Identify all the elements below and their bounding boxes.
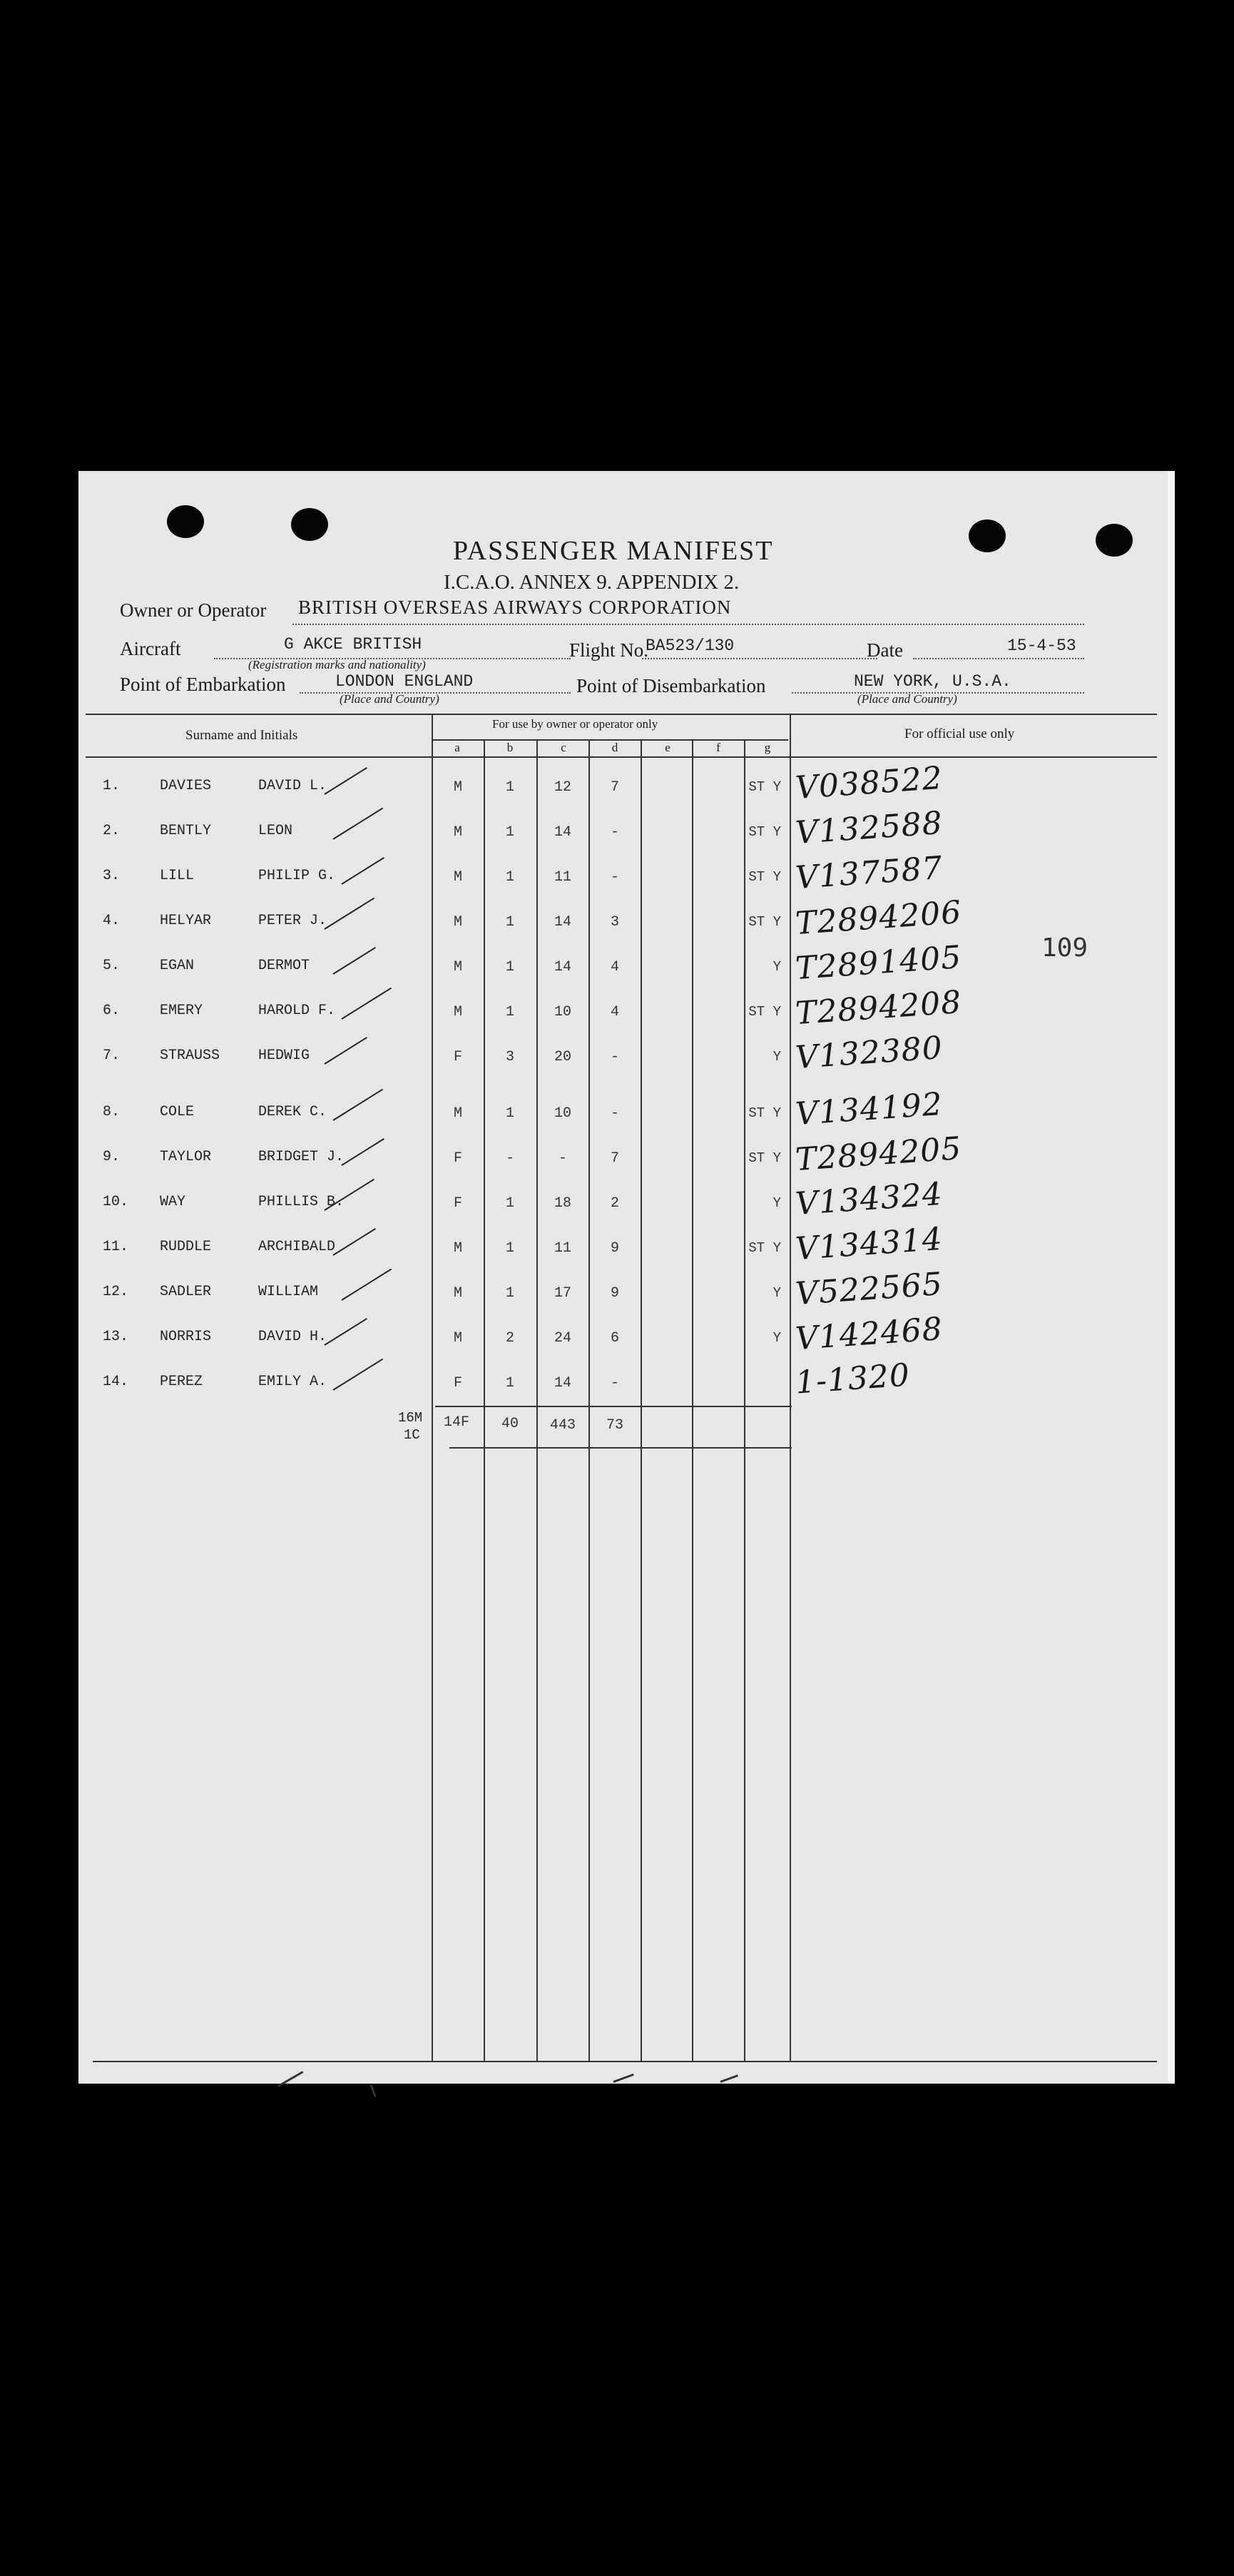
cell-g: ST Y	[748, 779, 781, 795]
cell-c: 14	[554, 1375, 571, 1391]
manifest-sheet	[78, 471, 1175, 2084]
passenger-initials: PETER J.	[258, 913, 327, 929]
check-tick	[332, 1228, 375, 1256]
cell-c: 12	[554, 779, 571, 796]
row-number: 10.	[103, 1194, 129, 1210]
row-number: 14.	[103, 1374, 129, 1390]
column-letter-f: f	[716, 741, 720, 754]
passenger-initials: EMILY A.	[258, 1374, 327, 1390]
embarkation-caption: (Place and Country)	[340, 692, 439, 706]
flight-label: Flight No.	[569, 639, 649, 661]
cell-c: 20	[554, 1049, 571, 1065]
punch-hole	[1096, 524, 1133, 557]
flight-line	[642, 658, 877, 659]
cell-a: M	[453, 1330, 462, 1347]
passenger-surname: STRAUSS	[160, 1048, 220, 1064]
row-number: 7.	[103, 1048, 121, 1064]
check-tick	[341, 1138, 384, 1166]
cell-a: M	[453, 1004, 462, 1020]
disembarkation-caption: (Place and Country)	[857, 692, 957, 706]
cell-d: -	[610, 1375, 619, 1391]
check-tick	[341, 857, 384, 885]
cell-d: -	[610, 824, 619, 841]
margin-number: 109	[1041, 933, 1088, 963]
passenger-surname: RUDDLE	[160, 1239, 212, 1255]
row-number: 5.	[103, 958, 121, 974]
totals-label-top: 16M	[398, 1410, 423, 1426]
cell-g: ST Y	[748, 824, 781, 840]
cell-b: 3	[505, 1049, 514, 1065]
owner-value: BRITISH OVERSEAS AIRWAYS CORPORATION	[298, 597, 732, 618]
cell-d: 6	[610, 1330, 619, 1347]
official-passport-number: 1-1320	[794, 1357, 912, 1401]
official-passport-number: T2894208	[794, 983, 963, 1033]
cell-b: 1	[505, 824, 514, 841]
check-tick	[332, 808, 383, 840]
column-letter-c: c	[561, 741, 566, 754]
passenger-surname: PEREZ	[160, 1374, 203, 1390]
cell-g: ST Y	[748, 869, 781, 885]
cell-g: Y	[772, 1049, 781, 1065]
disembarkation-label: Point of Disembarkation	[576, 675, 766, 696]
row-number: 8.	[103, 1104, 121, 1120]
cell-d: -	[610, 869, 619, 886]
punch-hole	[167, 505, 204, 538]
cell-b: -	[505, 1150, 514, 1167]
check-tick	[341, 988, 392, 1020]
official-passport-number: V132380	[794, 1029, 944, 1077]
cell-d: 4	[610, 959, 619, 975]
check-tick	[324, 767, 367, 795]
table-header-rule	[86, 756, 1157, 758]
cell-c: 17	[554, 1285, 571, 1302]
date-line	[913, 658, 1084, 659]
check-tick	[324, 898, 374, 930]
cell-b: 1	[505, 1004, 514, 1020]
row-number: 1.	[103, 778, 121, 794]
column-rule	[744, 739, 745, 2062]
passenger-initials: BRIDGET J.	[258, 1149, 345, 1165]
cell-d: 7	[610, 779, 619, 796]
check-tick	[332, 1089, 383, 1121]
totals-b: 40	[501, 1416, 519, 1432]
cell-b: 1	[505, 914, 514, 930]
cell-g: Y	[772, 959, 781, 975]
column-rule	[536, 739, 538, 2062]
cell-d: -	[610, 1105, 619, 1122]
row-number: 12.	[103, 1284, 129, 1300]
cell-b: 1	[505, 869, 514, 886]
cell-b: 1	[505, 1240, 514, 1257]
totals-c: 443	[549, 1417, 576, 1434]
punch-hole	[291, 508, 328, 541]
official-passport-number: V137587	[794, 849, 944, 897]
check-tick	[332, 1359, 383, 1391]
passenger-initials: HAROLD F.	[258, 1003, 336, 1019]
official-passport-number: V132588	[794, 804, 944, 852]
column-letter-e: e	[665, 741, 670, 754]
passenger-surname: SADLER	[160, 1284, 212, 1300]
official-passport-number: V134192	[794, 1085, 944, 1133]
table-bottom-rule	[93, 2061, 1157, 2062]
ink-trace	[370, 2084, 377, 2097]
column-letter-g: g	[764, 741, 771, 754]
disembarkation-value: NEW YORK, U.S.A.	[854, 672, 1011, 691]
official-passport-number: V038522	[794, 759, 944, 807]
cell-c: 11	[554, 869, 571, 886]
embarkation-label: Point of Embarkation	[120, 674, 286, 695]
passenger-surname: NORRIS	[160, 1329, 212, 1345]
row-number: 9.	[103, 1149, 121, 1165]
cell-g: ST Y	[748, 1105, 781, 1121]
date-value: 15-4-53	[1007, 637, 1076, 655]
official-passport-number: T2894206	[794, 893, 963, 943]
operator-column-header: For use by owner or operator only	[492, 717, 658, 731]
cell-d: 4	[610, 1004, 619, 1020]
cell-g: ST Y	[748, 1240, 781, 1256]
official-passport-number: V134324	[794, 1175, 944, 1223]
passenger-surname: LILL	[160, 868, 195, 884]
passenger-initials: PHILLIS B.	[258, 1194, 345, 1210]
page-title: PASSENGER MANIFEST	[453, 536, 774, 566]
passenger-initials: PHILIP G.	[258, 868, 336, 884]
punch-hole	[969, 519, 1006, 552]
cell-d: 9	[610, 1285, 619, 1302]
totals-d: 73	[606, 1417, 623, 1434]
row-number: 13.	[103, 1329, 129, 1345]
passenger-surname: BENTLY	[160, 823, 212, 839]
cell-a: M	[453, 959, 462, 975]
cell-b: 1	[505, 1285, 514, 1302]
cell-a: M	[453, 869, 462, 886]
cell-g: ST Y	[748, 914, 781, 930]
row-number: 11.	[103, 1239, 129, 1255]
column-rule	[641, 739, 642, 2062]
cell-b: 1	[505, 959, 514, 975]
official-passport-number: T2894205	[794, 1130, 963, 1179]
passenger-initials: DAVID H.	[258, 1329, 327, 1345]
cell-a: M	[453, 1240, 462, 1257]
passenger-surname: DAVIES	[160, 778, 212, 794]
column-rule	[692, 739, 693, 2062]
totals-label-bottom: 1C	[404, 1427, 420, 1443]
aircraft-value: G AKCE BRITISH	[284, 635, 422, 654]
cell-b: 1	[505, 1195, 514, 1212]
cell-b: 1	[505, 1105, 514, 1122]
passenger-surname: EGAN	[160, 958, 195, 974]
row-number: 2.	[103, 823, 121, 839]
row-number: 6.	[103, 1003, 121, 1019]
totals-a: 14F	[443, 1414, 469, 1431]
row-number: 3.	[103, 868, 121, 884]
totals-bottom-rule	[449, 1447, 792, 1449]
totals-top-rule	[435, 1406, 792, 1407]
cell-c: 10	[554, 1004, 571, 1020]
official-passport-number: T2891405	[794, 938, 963, 988]
passenger-initials: DERMOT	[258, 958, 310, 974]
passenger-initials: LEON	[258, 823, 293, 839]
check-tick	[341, 1269, 392, 1301]
cell-b: 1	[505, 1375, 514, 1391]
check-tick	[324, 1037, 367, 1065]
date-label: Date	[867, 639, 903, 661]
passenger-initials: ARCHIBALD	[258, 1239, 336, 1255]
passenger-initials: DEREK C.	[258, 1104, 327, 1120]
cell-d: 3	[610, 914, 619, 930]
cell-c: 14	[554, 914, 571, 930]
cell-a: M	[453, 824, 462, 841]
cell-g: ST Y	[748, 1004, 781, 1020]
cell-d: 9	[610, 1240, 619, 1257]
passenger-initials: HEDWIG	[258, 1048, 310, 1064]
official-column-header: For official use only	[904, 726, 1015, 741]
passenger-initials: DAVID L.	[258, 778, 327, 794]
column-letter-d: d	[611, 741, 618, 754]
cell-c: 24	[554, 1330, 571, 1347]
column-letter-b: b	[506, 741, 514, 754]
cell-a: M	[453, 1285, 462, 1302]
cell-a: F	[453, 1195, 462, 1212]
cell-c: 14	[554, 824, 571, 841]
cell-g: Y	[772, 1285, 781, 1301]
aircraft-label: Aircraft	[120, 638, 181, 659]
cell-g: ST Y	[748, 1150, 781, 1166]
column-rule	[588, 739, 590, 2062]
cell-g: Y	[772, 1195, 781, 1211]
column-letter-a: a	[454, 741, 460, 754]
row-number: 4.	[103, 913, 121, 929]
check-tick	[324, 1318, 367, 1346]
embarkation-value: LONDON ENGLAND	[335, 672, 474, 691]
table-top-rule	[86, 714, 1157, 715]
cell-b: 2	[505, 1330, 514, 1347]
passenger-surname: HELYAR	[160, 913, 212, 929]
passenger-surname: TAYLOR	[160, 1149, 212, 1165]
owner-line	[292, 624, 1084, 625]
cell-c: 10	[554, 1105, 571, 1122]
cell-d: 2	[610, 1195, 619, 1212]
aircraft-caption: (Registration marks and nationality)	[248, 658, 426, 671]
cell-d: -	[610, 1049, 619, 1065]
passenger-surname: EMERY	[160, 1003, 203, 1019]
flight-value: BA523/130	[646, 637, 735, 655]
cell-c: 18	[554, 1195, 571, 1212]
cell-a: F	[453, 1375, 462, 1391]
page-subtitle: I.C.A.O. ANNEX 9. APPENDIX 2.	[444, 571, 740, 594]
cell-d: 7	[610, 1150, 619, 1167]
passenger-initials: WILLIAM	[258, 1284, 319, 1300]
cell-a: M	[453, 914, 462, 930]
official-passport-number: V134314	[794, 1220, 944, 1268]
cell-a: F	[453, 1049, 462, 1065]
passenger-surname: WAY	[160, 1194, 186, 1210]
column-rule	[790, 714, 791, 2062]
official-passport-number: V522565	[794, 1265, 944, 1313]
official-passport-number: V142468	[794, 1310, 944, 1358]
cell-a: M	[453, 1105, 462, 1122]
owner-label: Owner or Operator	[120, 599, 267, 621]
check-tick	[332, 947, 375, 975]
cell-c: -	[558, 1150, 567, 1167]
cell-c: 14	[554, 959, 571, 975]
column-rule	[484, 739, 485, 2062]
cell-a: M	[453, 779, 462, 796]
passenger-surname: COLE	[160, 1104, 195, 1120]
cell-a: F	[453, 1150, 462, 1167]
cell-c: 11	[554, 1240, 571, 1257]
cell-g: Y	[772, 1330, 781, 1346]
cell-b: 1	[505, 779, 514, 796]
surname-column-header: Surname and Initials	[185, 728, 298, 743]
